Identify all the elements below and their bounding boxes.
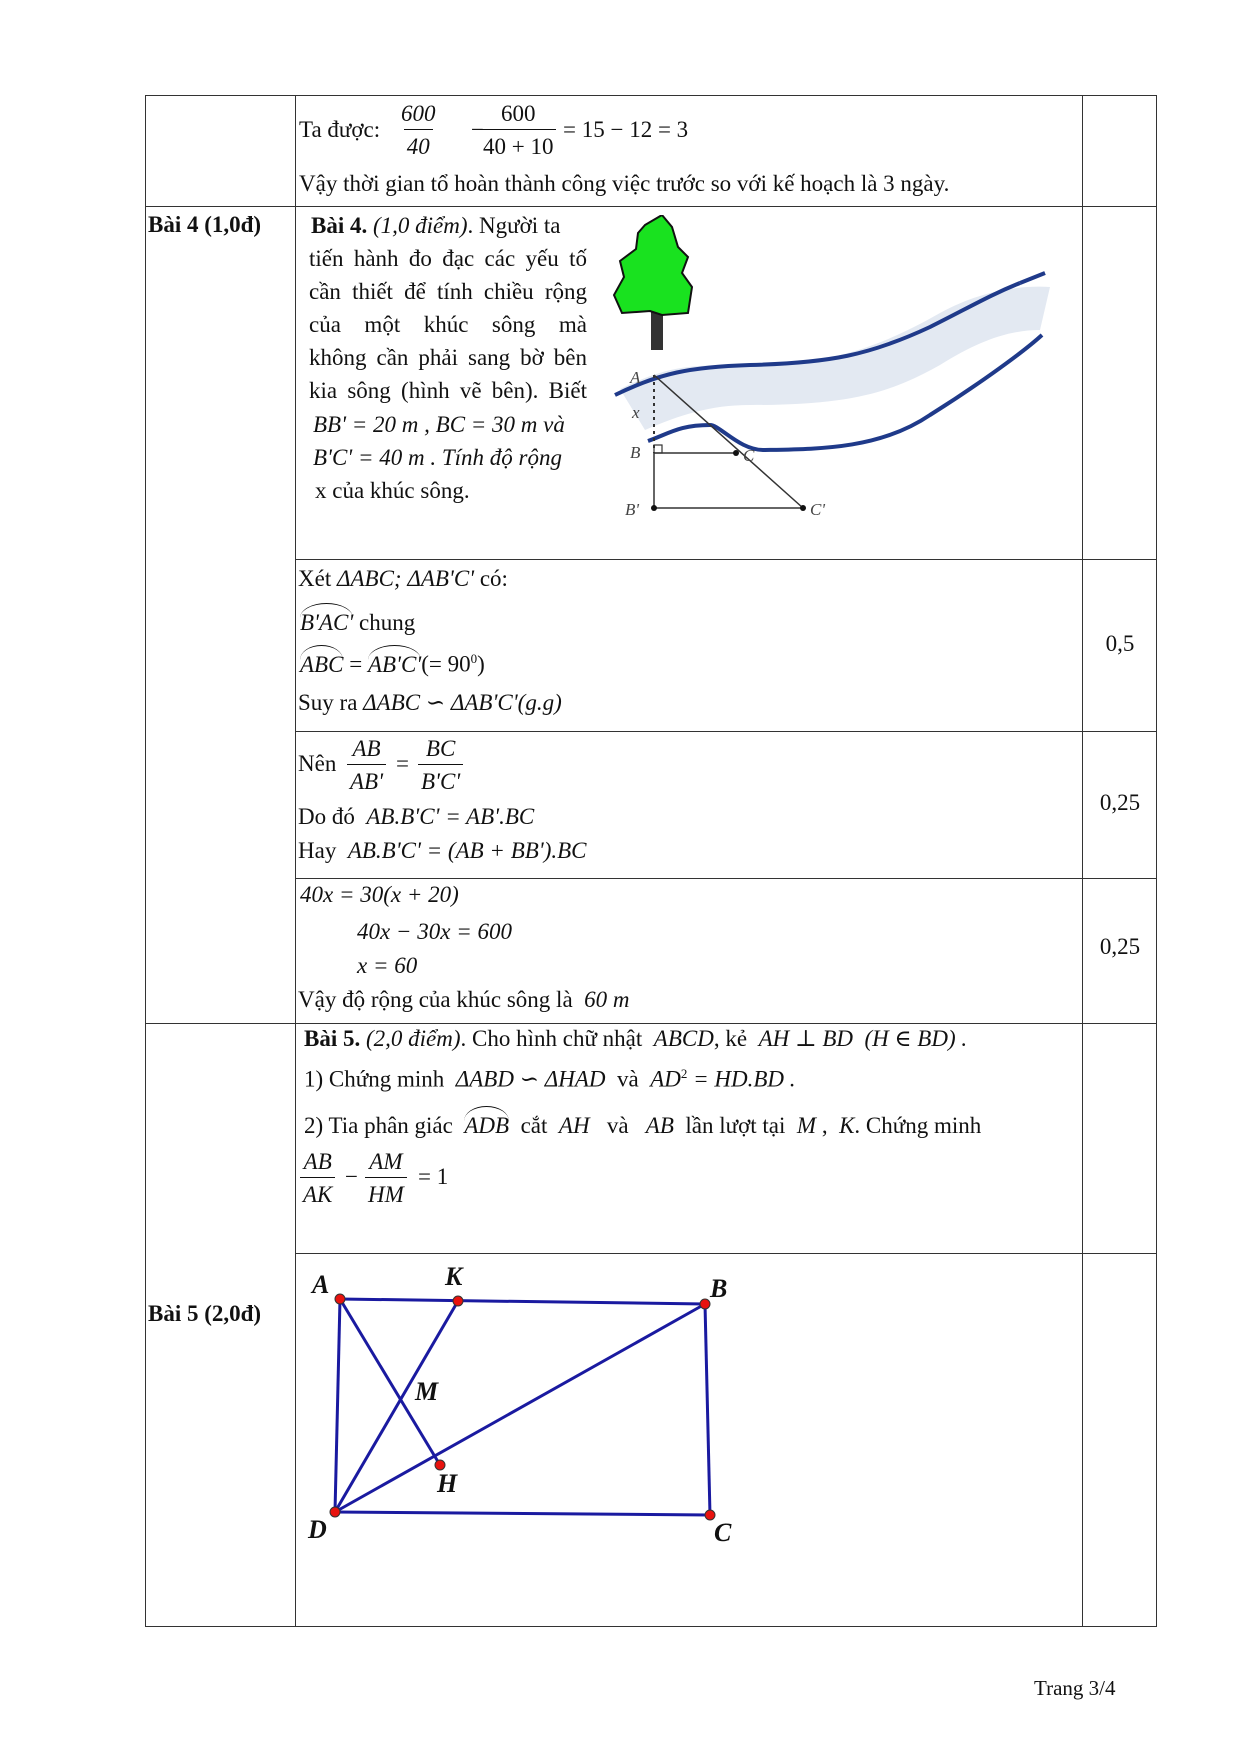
conclusion-text: Vậy thời gian tổ hoàn thành công việc trước so với kế hoạch là 3 ngày. — [299, 171, 950, 196]
point-b — [700, 1299, 710, 1309]
label-b: B — [710, 1274, 728, 1303]
label-b: B — [630, 443, 641, 462]
label-c: C — [714, 1518, 732, 1547]
row-divider-5 — [145, 1023, 1157, 1024]
nen-text: Nên — [298, 751, 337, 776]
step1-line-3: ABC = $AB'C'(= 90^0)$ — [300, 651, 485, 677]
step1-line-1: Xét ΔABC; ΔAB'C' có: — [298, 566, 508, 591]
point-k — [453, 1296, 463, 1306]
fraction-600-40: $\frac{600}{40}$ — [401, 101, 436, 159]
segment-db — [335, 1304, 705, 1512]
bai5-label: Bài 5 (2,0đ) — [148, 1301, 262, 1326]
segment-da — [335, 1299, 340, 1512]
bai4-line-4: không cần phải sang bờ bên — [309, 345, 587, 370]
label-c1: C' — [810, 500, 825, 519]
col-divider-1 — [295, 95, 296, 1627]
segment-bc — [705, 1304, 710, 1515]
bai5-minus: − — [345, 1164, 358, 1189]
river-bank-top-right — [1020, 273, 1045, 283]
bai4-line-2: cần thiết để tính chiều rộng — [309, 279, 587, 304]
right-angle-mark — [654, 445, 662, 453]
result-equation: = 15 − 12 = 3 — [563, 117, 689, 142]
bai4-line-1: tiến hành đo đạc các yếu tố — [309, 246, 587, 271]
bai4-label: Bài 4 (1,0đ) — [148, 212, 262, 237]
bai4-given-3: x của khúc sông. — [315, 478, 470, 503]
fraction-ab-ab1: $\frac{AB}{AB'}$ — [347, 737, 386, 793]
bai5-q1: 1) Chứng minh ΔABD ∽ ΔHAD và $AD^2 = HD.BD$ . — [304, 1066, 796, 1092]
point-c — [733, 450, 739, 456]
bai5-intro: Bài 5. (2,0 điểm). Cho hình chữ nhật ABCD, kẻ AH ⊥ BD (H ∈ BD) . — [304, 1026, 968, 1051]
step3-line-4: Vậy độ rộng của khúc sông là 60 m — [298, 987, 630, 1012]
step1-line-2: B'AC' chung — [300, 610, 416, 635]
step2-equal: = — [396, 751, 409, 776]
fraction-600-50: $\frac{600}{40 + 10}$ — [480, 102, 556, 158]
bai4-given-1: BB' = 20 m , BC = 30 m và — [313, 412, 565, 437]
bai4-line-3: của một khúc sông mà — [309, 312, 587, 337]
step3-line-1: 40x = 30(x + 20) — [300, 882, 459, 907]
label-d: D — [308, 1515, 327, 1544]
step2-line-3: Hay AB.B'C' = (AB + BB').BC — [298, 838, 587, 863]
label-c: C — [743, 446, 755, 465]
point-c1 — [800, 505, 806, 511]
label-k: K — [445, 1262, 463, 1291]
point-a — [335, 1294, 345, 1304]
label-x: x — [632, 403, 640, 422]
rectangle-figure — [300, 1260, 800, 1560]
step1-score: 0,5 — [1105, 631, 1135, 656]
tree-icon — [614, 215, 692, 315]
step2-line-2: Do đó AB.B'C' = AB'.BC — [298, 804, 535, 829]
label-a: A — [312, 1270, 330, 1299]
segment-ab — [340, 1299, 705, 1304]
bai5-equals-one: = 1 — [418, 1164, 449, 1189]
ta-duoc-text: Ta được: — [299, 117, 381, 142]
label-b1: B' — [625, 500, 640, 519]
point-b1 — [651, 505, 657, 511]
label-h: H — [437, 1469, 458, 1498]
step1-line-4: Suy ra ΔABC ∽ ΔAB'C'(g.g) — [298, 690, 562, 715]
step3-score: 0,25 — [1099, 934, 1141, 959]
minus-sign: − — [471, 117, 484, 142]
fraction-am-hm: $\frac{AM}{HM}$ — [365, 1150, 407, 1206]
label-a: A — [630, 368, 641, 387]
bai5-q2: 2) Tia phân giác ADB cắt AH và AB lần lượt tại M , K. Chứng minh — [304, 1113, 982, 1138]
col-divider-2 — [1082, 95, 1083, 1627]
step2-score: 0,25 — [1099, 790, 1141, 815]
step3-line-3: x = 60 — [357, 953, 418, 978]
row-divider-3 — [295, 731, 1157, 732]
segment-cd — [335, 1512, 710, 1515]
row-divider-1 — [145, 206, 1157, 207]
row-divider-6 — [295, 1253, 1157, 1254]
river-figure — [600, 215, 1070, 525]
label-m: M — [415, 1377, 439, 1406]
fraction-bc-b1c1: $\frac{BC}{B'C'}$ — [418, 737, 463, 793]
point-d — [330, 1507, 340, 1517]
step3-line-2: 40x − 30x = 600 — [357, 919, 512, 944]
bai4-line-5: kia sông (hình vẽ bên). Biết — [309, 378, 587, 403]
page-number: Trang 3/4 — [1034, 1676, 1116, 1700]
row-divider-2 — [295, 559, 1157, 560]
bai4-intro: Bài 4. (1,0 điểm). Người ta — [311, 213, 561, 238]
bai4-given-2: B'C' = 40 m . Tính độ rộng — [313, 445, 562, 470]
fraction-ab-ak: $\frac{AB}{AK}$ — [300, 1150, 335, 1206]
row-divider-4 — [295, 878, 1157, 879]
